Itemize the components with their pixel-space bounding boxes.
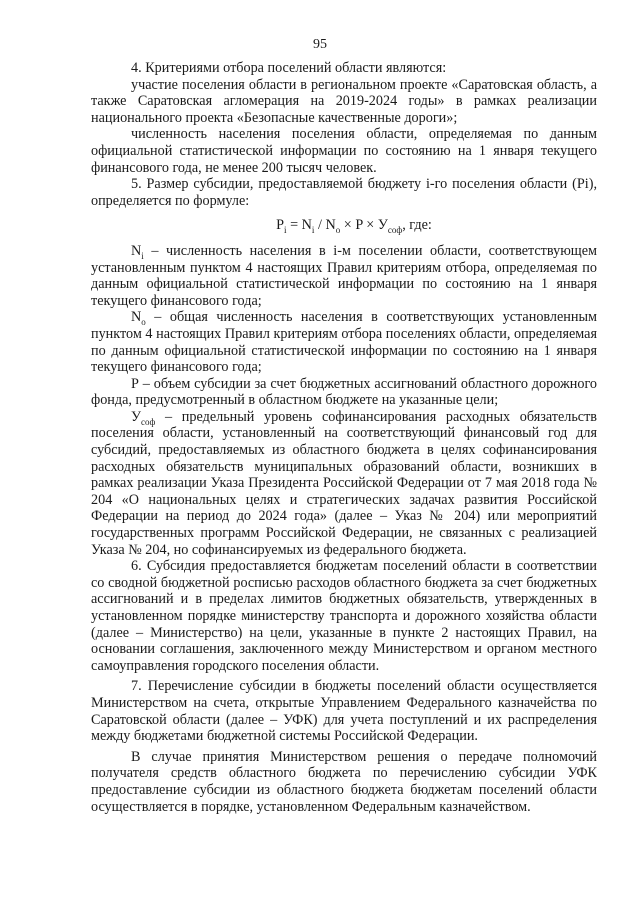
definition-u-text: – предельный уровень софинансирования расходных обязательств поселения области, установленный на соответствующий финансовый год для субсидий, предоставляемых из областного бюджета в целях софинансирования расходных обязательств муниципальных образований области, возникших в рамках реализации Указа Президента Российской Федерации от 7 мая 2018 года № 204 «О национальных целях и стратегических задачах развития Российской Федерации на период до 2024 года» (далее – Указ № 204) или мероприятий государственных программ Российской Федерации, не связанных с реализацией Указа № 204, но софинансируемых из федерального бюджета. — [91, 408, 597, 558]
page-number: 95 — [313, 37, 327, 52]
definition-ni — [91, 243, 597, 309]
subsidy-provision-paragraph: 6. Субсидия предоставляется бюджетам поселений области в соответствии со сводной бюджетной росписью расходов областного бюджета за счет бюджетных ассигнований и в пределах лимитов бюджетных обязательств, утвержденных в установленном порядке министерству транспорта и дорожного хозяйства области (далее – Министерство) на цели, указанные в пункте 2 настоящих Правил, на основании соглашения, заключенного между Министерством и органом местного самоуправления городского поселения области. — [91, 558, 597, 674]
formula-p-sub: i — [284, 225, 287, 236]
definition-no — [91, 309, 597, 375]
formula-p2: P — [355, 217, 363, 234]
symbol-no: N — [131, 309, 142, 326]
subsidy-size-paragraph: 5. Размер субсидии, предоставляемой бюджету i-го поселения области (Pi), определяется по формуле: — [91, 176, 597, 209]
symbol-u-sub: соф — [141, 416, 156, 427]
document-body — [91, 60, 597, 815]
symbol-no-sub: o — [141, 317, 146, 328]
symbol-ni: N — [131, 242, 142, 259]
formula-times-1: × — [340, 217, 356, 234]
subsidy-transfer-paragraph: 7. Перечисление субсидии в бюджеты поселений области осуществляется Министерством на счета, открытые Управлением Федерального казначейства по Саратовской области (далее – УФК) для учета поступлений и их распределения между бюджетами бюджетной системы Российской Федерации. — [91, 678, 597, 745]
formula-u-sub: соф — [387, 225, 403, 236]
symbol-ni-sub: i — [141, 250, 144, 261]
subsidy-formula — [91, 217, 597, 234]
criteria-item-regional-project: участие поселения области в региональном проекте «Саратовская область, а также Саратовская агломерация на 2019-2024 годы» в рамках реализации национального проекта «Безопасные качественные дороги»; — [91, 76, 597, 126]
definition-u — [91, 409, 597, 558]
formula-no-sub: o — [335, 225, 341, 236]
formula-ni-sub: i — [311, 225, 315, 236]
definition-p: Р – объем субсидии за счет бюджетных ассигнований областного дорожного фонда, предусмотренный в областном бюджете на указанные цели; — [91, 375, 597, 409]
formula-p: P — [276, 217, 285, 234]
symbol-u: У — [131, 408, 142, 425]
ufk-delegation-paragraph: В случае принятия Министерством решения о передаче полномочий получателя средств областного бюджета по перечислению субсидии УФК предоставление субсидии из областного бюджета бюджетам поселений области осуществляется в порядке, установленном Федеральным казначейством. — [91, 748, 597, 815]
formula-times-2: × — [362, 217, 378, 234]
formula-u: У — [377, 217, 388, 234]
formula-tail: , где: — [402, 217, 432, 234]
formula-ni: N — [301, 217, 312, 234]
formula-slash: / — [314, 217, 326, 234]
definition-ni-text: – численность населения в i-м поселении области, соответствующем установленным пунктом 4 настоящих Правил критериям отбора, определяемая по данным официальной статистической информации по состоянию на 1 января текущего финансового года; — [91, 242, 597, 309]
criteria-item-population: численность населения поселения области, определяемая по данным официальной статистической информации по состоянию на 1 января текущего финансового года, не менее 200 тысяч человек. — [91, 126, 597, 176]
formula-eq: = — [286, 217, 302, 234]
formula-no: N — [325, 217, 336, 234]
definition-no-text: – общая численность населения в соответствующих установленным пунктом 4 настоящих Правил критериям отбора поселениях области, определяемая по данным официальной статистической информации по состоянию на 1 января текущего финансового года; — [91, 309, 597, 376]
criteria-heading: 4. Критериями отбора поселений области являются: — [131, 60, 447, 76]
